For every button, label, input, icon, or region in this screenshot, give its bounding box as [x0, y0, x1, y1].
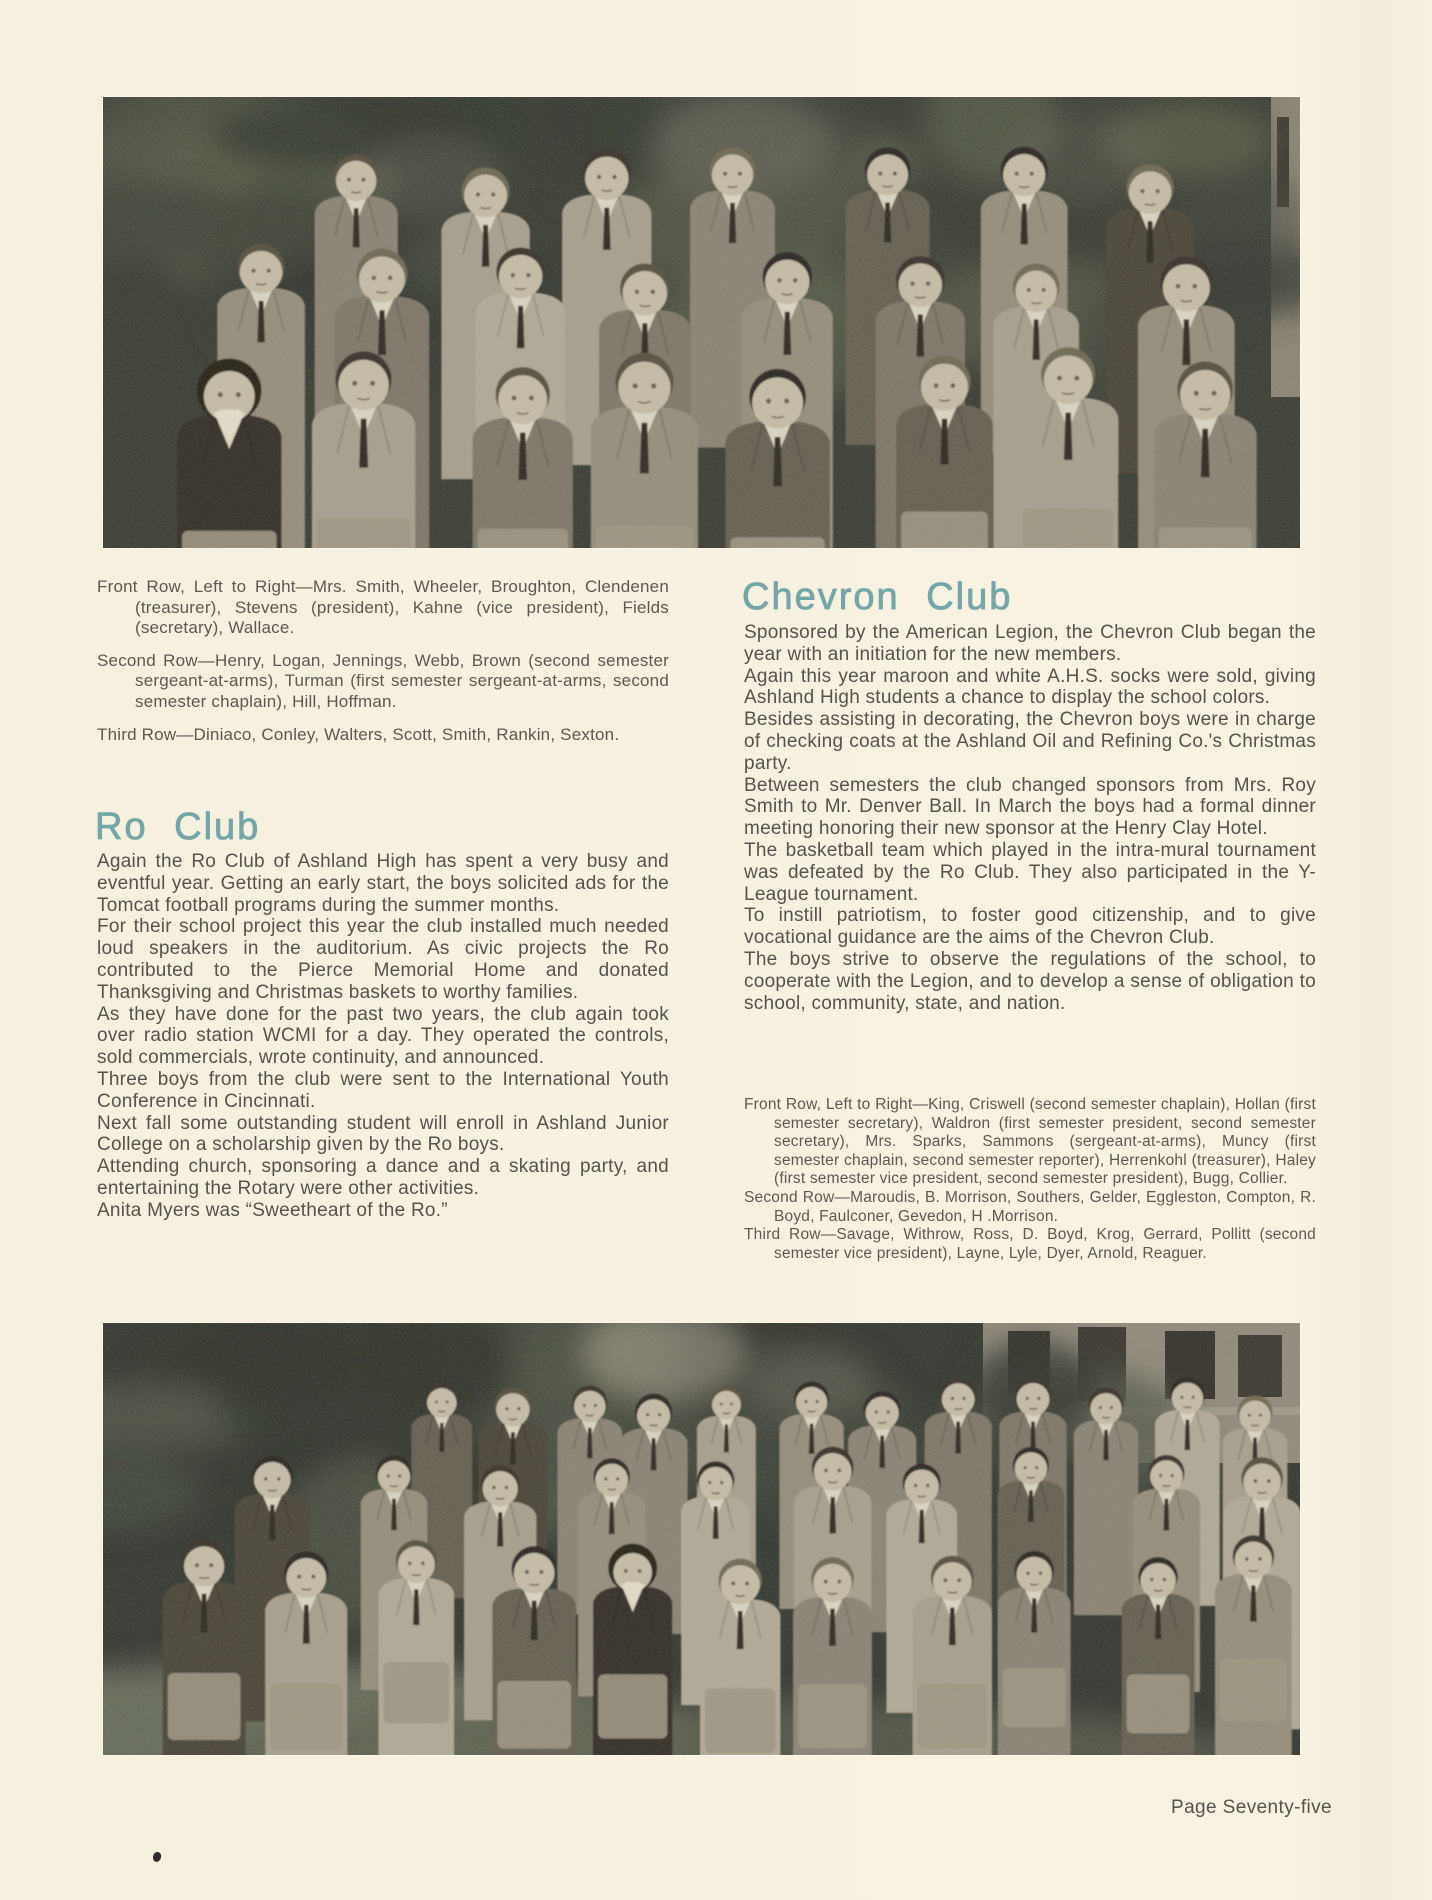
- paragraph: Sponsored by the American Legion, the Chevron Club began the year with an initiation for the new members.: [744, 622, 1316, 665]
- paragraph: The basketball team which played in the intra-mural tournament was defeated by the Ro Club. They also participated in the Y-League tournament.: [744, 839, 1316, 905]
- paragraph: For their school project this year the club installed much needed loud speakers in the auditorium. As civic projects the Ro contributed to the Pierce Memorial Home and donated Thanksgiving and Christmas baskets to worthy families.: [97, 916, 669, 1003]
- chevron-club-photo-graphic: [103, 1323, 1300, 1755]
- caption-third-row: Third Row—Diniaco, Conley, Walters, Scott, Smith, Rankin, Sexton.: [97, 724, 620, 744]
- paragraph: To instill patriotism, to foster good citizenship, and to give vocational guidance are the aims of the Chevron Club.: [744, 905, 1316, 949]
- chevron-club-article: [744, 622, 1316, 1014]
- caption-third-row: Third Row—Savage, Withrow, Ross, D. Boyd, Krog, Gerrard, Pollitt (second semester vice president), Layne, Lyle, Dyer, Arnold, Reaguer.: [744, 1226, 1316, 1262]
- caption-second-row: Second Row—Maroudis, B. Morrison, Southers, Gelder, Eggleston, Compton, R. Boyd, Faulconer, Gevedon, H .Morrison.: [744, 1188, 1316, 1225]
- chevron-club-title: Chevron Club: [742, 576, 1013, 618]
- ink-spot: [152, 1851, 162, 1862]
- ro-club-photo-graphic: [103, 97, 1300, 548]
- ro-club-photo-caption: [97, 577, 669, 757]
- paragraph: Besides assisting in decorating, the Chevron boys were in charge of checking coats at the Ashland Oil and Refining Co.'s Christmas party.: [744, 709, 1316, 774]
- ro-club-article: [97, 851, 669, 1222]
- paragraph: Next fall some outstanding student will enroll in Ashland Junior College on a scholarship given by the Ro boys.: [97, 1112, 669, 1156]
- paragraph: As they have done for the past two years, the club again took over radio station WCMI for a day. They operated the controls, sold commercials, wrote continuity, and announced.: [97, 1003, 669, 1069]
- page-number-label: Page Seventy-five: [1171, 1797, 1332, 1818]
- caption-second-row: Second Row—Henry, Logan, Jennings, Webb, Brown (second semester sergeant-at-arms), Turman (first semester sergeant-at-arms, second semester chaplain), Hill, Hoffman.: [97, 650, 669, 711]
- paragraph: Again the Ro Club of Ashland High has spent a very busy and eventful year. Getting an early start, the boys solicited ads for the Tomcat football programs during the summer months.: [97, 851, 669, 916]
- caption-front-row: Front Row, Left to Right—King, Criswell (second semester chaplain), Hollan (first semester secretary), Waldron (first semester president, second semester secretary), Mrs. Sparks, Sammons (sergeant-at-arms), Muncy (first semester chaplain, second semester reporter), Herrenkohl (treasurer), Haley (first semester vice president, second semester president), Bugg, Collier.: [744, 1096, 1316, 1188]
- chevron-club-photo-caption: [744, 1096, 1316, 1263]
- paragraph: Anita Myers was “Sweetheart of the Ro.”: [97, 1199, 448, 1221]
- paragraph: Attending church, sponsoring a dance and a skating party, and entertaining the Rotary were other activities.: [97, 1156, 669, 1199]
- ro-club-group-photo: [103, 97, 1300, 548]
- chevron-club-group-photo: [103, 1323, 1300, 1755]
- paragraph: Again this year maroon and white A.H.S. socks were sold, giving Ashland High students a chance to display the school colors.: [744, 665, 1316, 709]
- paragraph: Between semesters the club changed sponsors from Mrs. Roy Smith to Mr. Denver Ball. In March the boys had a formal dinner meeting honoring their new sponsor at the Henry Clay Hotel.: [744, 774, 1316, 840]
- caption-front-row: Front Row, Left to Right—Mrs. Smith, Wheeler, Broughton, Clendenen (treasurer), Stevens (president), Kahne (vice president), Fields (secretary), Wallace.: [97, 577, 669, 638]
- paragraph: The boys strive to observe the regulations of the school, to cooperate with the Legion, and to develop a sense of obligation to school, community, state, and nation.: [744, 948, 1316, 1014]
- ro-club-title: Ro Club: [95, 806, 261, 848]
- paragraph: Three boys from the club were sent to the International Youth Conference in Cincinnati.: [97, 1068, 669, 1112]
